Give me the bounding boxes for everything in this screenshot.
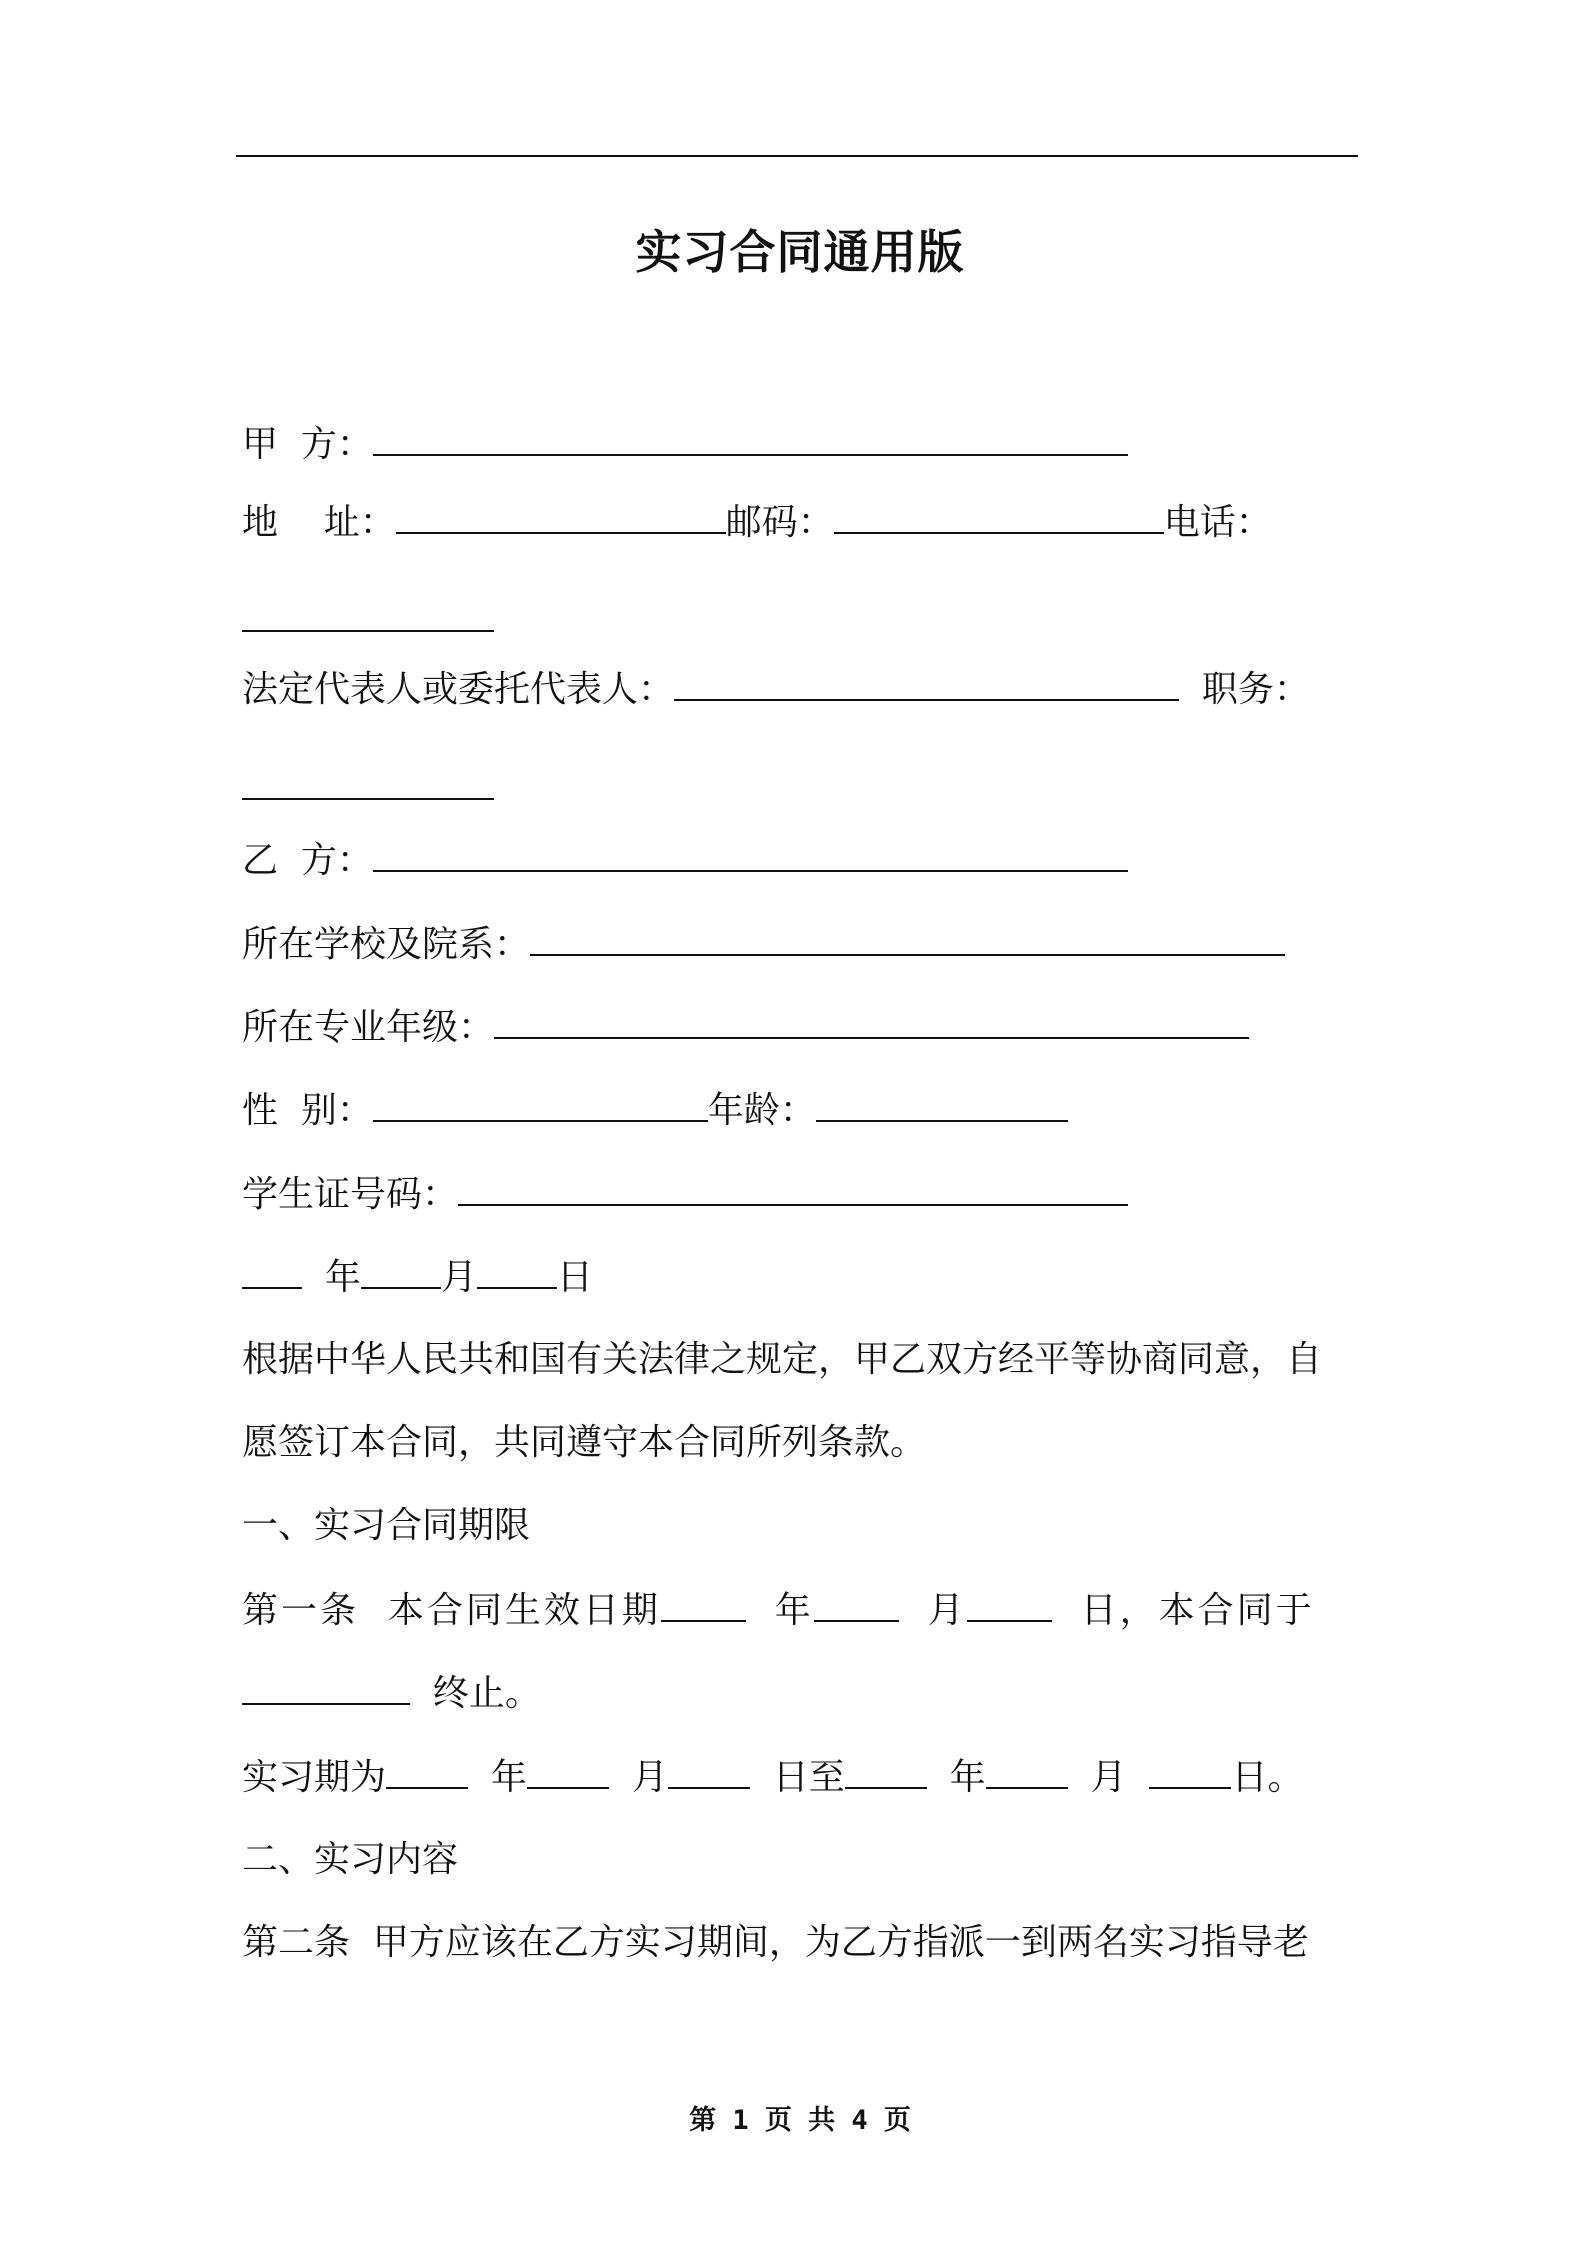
section-1-heading: 一、实习合同期限 xyxy=(242,1505,531,1546)
day-label: 日 xyxy=(556,1257,593,1298)
termination-line xyxy=(242,1671,541,1716)
year-blank[interactable] xyxy=(242,1255,302,1289)
month-label: 月 xyxy=(440,1257,477,1298)
period-day-to: 日至 xyxy=(772,1757,845,1798)
gender-label: 性 别： xyxy=(242,1090,373,1131)
article-2-line: 第二条 甲方应该在乙方实习期间，为乙方指派一到两名实习指导老 xyxy=(242,1922,1309,1963)
start-month-blank[interactable] xyxy=(814,1588,899,1622)
student-id-blank[interactable] xyxy=(458,1172,1128,1206)
address-blank[interactable] xyxy=(396,500,726,534)
termination-text: 终止。 xyxy=(432,1673,541,1714)
period-month2: 月 xyxy=(1090,1757,1127,1798)
period-day-end: 日。 xyxy=(1231,1757,1304,1798)
gender-age-line xyxy=(242,1088,1068,1133)
position-label: 职务： xyxy=(1201,669,1310,710)
termination-blank[interactable] xyxy=(242,1671,410,1705)
period-month2-blank[interactable] xyxy=(986,1755,1068,1789)
period-month-blank[interactable] xyxy=(527,1755,609,1789)
header-rule xyxy=(236,155,1358,157)
date-line xyxy=(242,1255,593,1300)
party-a-line xyxy=(242,422,1128,467)
period-day-blank[interactable] xyxy=(668,1755,750,1789)
party-b-label: 乙 方： xyxy=(242,840,373,881)
phone-label: 电话： xyxy=(1163,502,1272,543)
period-year2: 年 xyxy=(949,1757,986,1798)
major-label: 所在专业年级： xyxy=(242,1007,495,1048)
start-day-blank[interactable] xyxy=(967,1588,1052,1622)
month-blank[interactable] xyxy=(361,1255,441,1289)
article-1-year: 年 xyxy=(774,1590,814,1631)
intro-line-1: 根据中华人民共和国有关法律之规定，甲乙双方经平等协商同意，自 xyxy=(242,1339,1323,1380)
legal-rep-label: 法定代表人或委托代表人： xyxy=(242,669,675,710)
school-blank[interactable] xyxy=(530,922,1285,956)
article-1-day: 日，本合同于 xyxy=(1080,1590,1315,1631)
period-year-blank[interactable] xyxy=(386,1755,468,1789)
age-blank[interactable] xyxy=(816,1088,1068,1122)
postcode-label: 邮码： xyxy=(725,502,834,543)
period-year2-blank[interactable] xyxy=(845,1755,927,1789)
school-label: 所在学校及院系： xyxy=(242,924,531,965)
student-id-label: 学生证号码： xyxy=(242,1174,459,1215)
position-blank[interactable] xyxy=(242,766,494,800)
legal-rep-line xyxy=(242,667,1310,712)
article-1-month: 月 xyxy=(927,1590,967,1631)
major-blank[interactable] xyxy=(494,1005,1249,1039)
period-month: 月 xyxy=(631,1757,668,1798)
party-b-blank[interactable] xyxy=(373,838,1128,872)
period-line xyxy=(242,1755,1303,1800)
day-blank[interactable] xyxy=(477,1255,557,1289)
period-day2-blank[interactable] xyxy=(1149,1755,1231,1789)
period-year: 年 xyxy=(490,1757,527,1798)
article-1-line xyxy=(242,1588,1315,1633)
address-label: 地 址： xyxy=(242,502,396,543)
position-blank-line xyxy=(242,766,494,811)
start-year-blank[interactable] xyxy=(661,1588,746,1622)
party-a-label: 甲 方： xyxy=(242,424,373,465)
phone-blank-line xyxy=(242,598,494,643)
document-title: 实习合同通用版 xyxy=(635,225,965,279)
age-label: 年龄： xyxy=(707,1090,816,1131)
section-2-heading: 二、实习内容 xyxy=(242,1839,459,1880)
postcode-blank[interactable] xyxy=(834,500,1164,534)
phone-blank[interactable] xyxy=(242,598,494,632)
page-footer: 第 1 页 共 4 页 xyxy=(689,2105,911,2136)
legal-rep-blank[interactable] xyxy=(674,667,1179,701)
article-1-text: 第一条 本合同生效日期 xyxy=(242,1590,661,1631)
address-line xyxy=(242,500,1272,545)
gender-blank[interactable] xyxy=(373,1088,708,1122)
intro-line-2: 愿签订本合同，共同遵守本合同所列条款。 xyxy=(242,1422,927,1463)
major-line xyxy=(242,1005,1249,1050)
party-b-line xyxy=(242,838,1128,883)
school-line xyxy=(242,922,1285,967)
party-a-blank[interactable] xyxy=(373,422,1128,456)
student-id-line xyxy=(242,1172,1128,1217)
period-prefix: 实习期为 xyxy=(242,1757,387,1798)
year-label: 年 xyxy=(324,1257,361,1298)
